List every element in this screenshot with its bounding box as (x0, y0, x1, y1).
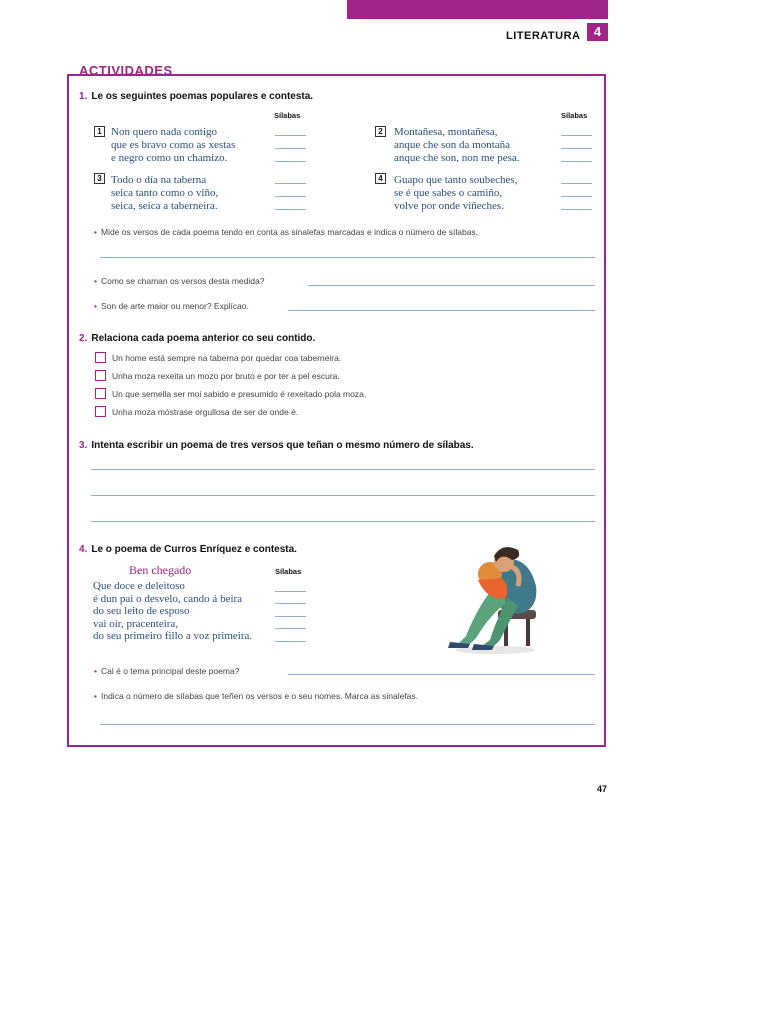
curros-poem (93, 580, 252, 643)
syllable-blank[interactable] (275, 641, 306, 642)
syllable-blank[interactable] (561, 196, 592, 197)
syllable-blank[interactable] (275, 209, 306, 210)
poem-line: seica, seica a taberneira. (111, 200, 218, 212)
question-2 (79, 333, 315, 344)
question-4 (79, 544, 297, 555)
answer-line[interactable] (100, 724, 595, 725)
content-checkbox[interactable] (95, 352, 106, 363)
syllable-blank[interactable] (275, 183, 306, 184)
question-3 (79, 440, 474, 451)
bullet-text: Como se chaman os versos desta medida? (100, 276, 265, 286)
bullet-verse-name: • Como se chaman os versos desta medida? (94, 276, 265, 286)
question-number: 3. (79, 440, 88, 451)
section-title: LITERATURA (506, 30, 581, 42)
syllable-blank[interactable] (561, 135, 592, 136)
poem-3 (111, 174, 218, 213)
poem-line: é dun pai o desvelo, cando á beira (93, 592, 243, 605)
bullet-measure-verses: • Mide os versos de cada poema tendo en conta as sinalefas marcadas e indica o número de sílabas. (94, 227, 479, 237)
answer-line[interactable] (91, 495, 595, 496)
page-number: 47 (597, 784, 608, 794)
question-1 (79, 91, 313, 102)
header-color-bar (347, 0, 608, 19)
syllable-blank[interactable] (561, 183, 592, 184)
answer-line[interactable] (91, 469, 595, 470)
poem-line: que es bravo como as xestas (111, 139, 236, 151)
poem-line: Montañesa, montañesa, (394, 126, 498, 138)
poem-line: Guapo que tanto soubeches, (394, 174, 518, 186)
father-child-illustration (440, 540, 550, 655)
question-text: Intenta escribir un poema de tres versos que teñan o mesmo número de sílabas. (91, 440, 474, 451)
poem-number-box: 2 (375, 126, 386, 137)
question-text: Relaciona cada poema anterior co seu contido. (91, 333, 316, 344)
syllable-blank[interactable] (561, 161, 592, 162)
poem-line: Non quero nada contigo (111, 126, 217, 138)
poem-line: se é que sabes o camiño, (394, 187, 503, 199)
poem-line: anque che son, non me pesa. (394, 152, 520, 164)
syllables-label-left: Sílabas (274, 111, 301, 120)
content-option: Un home está sempre na taberna por quedar coa taberneira. (112, 353, 342, 363)
content-option: Un que semella ser moi sabido e presumido é rexeitado pola moza. (112, 389, 367, 399)
poem-line: volve por onde viñeches. (394, 200, 504, 212)
poem-4 (394, 174, 517, 213)
syllable-blank[interactable] (275, 591, 306, 592)
question-text: Le o poema de Curros Enríquez e contesta. (91, 544, 297, 555)
content-checkbox[interactable] (95, 370, 106, 381)
poem-number-box: 4 (375, 173, 386, 184)
poem-line: do seu primeiro fillo a voz primeira. (93, 630, 253, 643)
poem-2 (394, 126, 520, 165)
answer-line[interactable] (308, 285, 595, 286)
syllable-blank[interactable] (275, 616, 306, 617)
answer-line[interactable] (100, 257, 595, 258)
poem-line: Todo o día na taberna (111, 174, 207, 186)
poem-line: do seu leito de esposo (93, 605, 190, 618)
syllables-label-right: Sílabas (561, 111, 588, 120)
syllable-blank[interactable] (275, 196, 306, 197)
content-checkbox[interactable] (95, 406, 106, 417)
poem-line: vai oír, pracenteira, (93, 617, 179, 630)
bullet-text: Cal é o tema principal deste poema? (100, 666, 240, 676)
content-option: Unha moza móstrase orgullosa de ser de onde é. (112, 407, 299, 417)
bullet-art-type: • Son de arte maior ou menor? Explícao. (94, 301, 249, 311)
answer-line[interactable] (91, 521, 595, 522)
poem-title: Ben chegado (129, 563, 192, 577)
answer-line[interactable] (288, 310, 595, 311)
activities-title: ACTIVIDADES (79, 63, 173, 78)
poem-number-box: 3 (94, 173, 105, 184)
syllable-blank[interactable] (561, 148, 592, 149)
syllable-blank[interactable] (275, 148, 306, 149)
answer-line[interactable] (288, 674, 595, 675)
question-number: 1. (79, 91, 88, 102)
poem-line: anque che son da montaña (394, 139, 511, 151)
question-text: Le os seguintes poemas populares e contesta. (91, 91, 314, 102)
bullet-text: Indica o número de sílabas que teñen os versos e o seu nomes. Marca as sinalefas. (100, 691, 419, 701)
poem-number-box: 1 (94, 126, 105, 137)
syllables-label: Sílabas (275, 567, 302, 576)
chapter-badge: 4 (587, 23, 608, 41)
poem-1 (111, 126, 235, 165)
bullet-main-theme: • Cal é o tema principal deste poema? (94, 666, 240, 676)
content-checkbox[interactable] (95, 388, 106, 399)
bullet-text: Son de arte maior ou menor? Explícao. (100, 301, 249, 311)
question-number: 4. (79, 544, 88, 555)
question-number: 2. (79, 333, 88, 344)
poem-line: e negro como un chamizo. (111, 152, 228, 164)
syllable-blank[interactable] (561, 209, 592, 210)
poem-line: Que doce e deleitoso (93, 580, 185, 592)
syllable-blank[interactable] (275, 603, 306, 604)
poem-line: seica tanto como o viño, (111, 187, 219, 199)
syllable-blank[interactable] (275, 135, 306, 136)
syllable-blank[interactable] (275, 161, 306, 162)
syllable-blank[interactable] (275, 628, 306, 629)
bullet-syllable-count: • Indica o número de sílabas que teñen os versos e o seu nomes. Marca as sinalefas. (94, 691, 419, 701)
content-option: Unha moza rexeita un mozo por bruto e por ter a pel escura. (112, 371, 340, 381)
bullet-text: Mide os versos de cada poema tendo en conta as sinalefas marcadas e indica o número de sílabas. (100, 227, 479, 237)
